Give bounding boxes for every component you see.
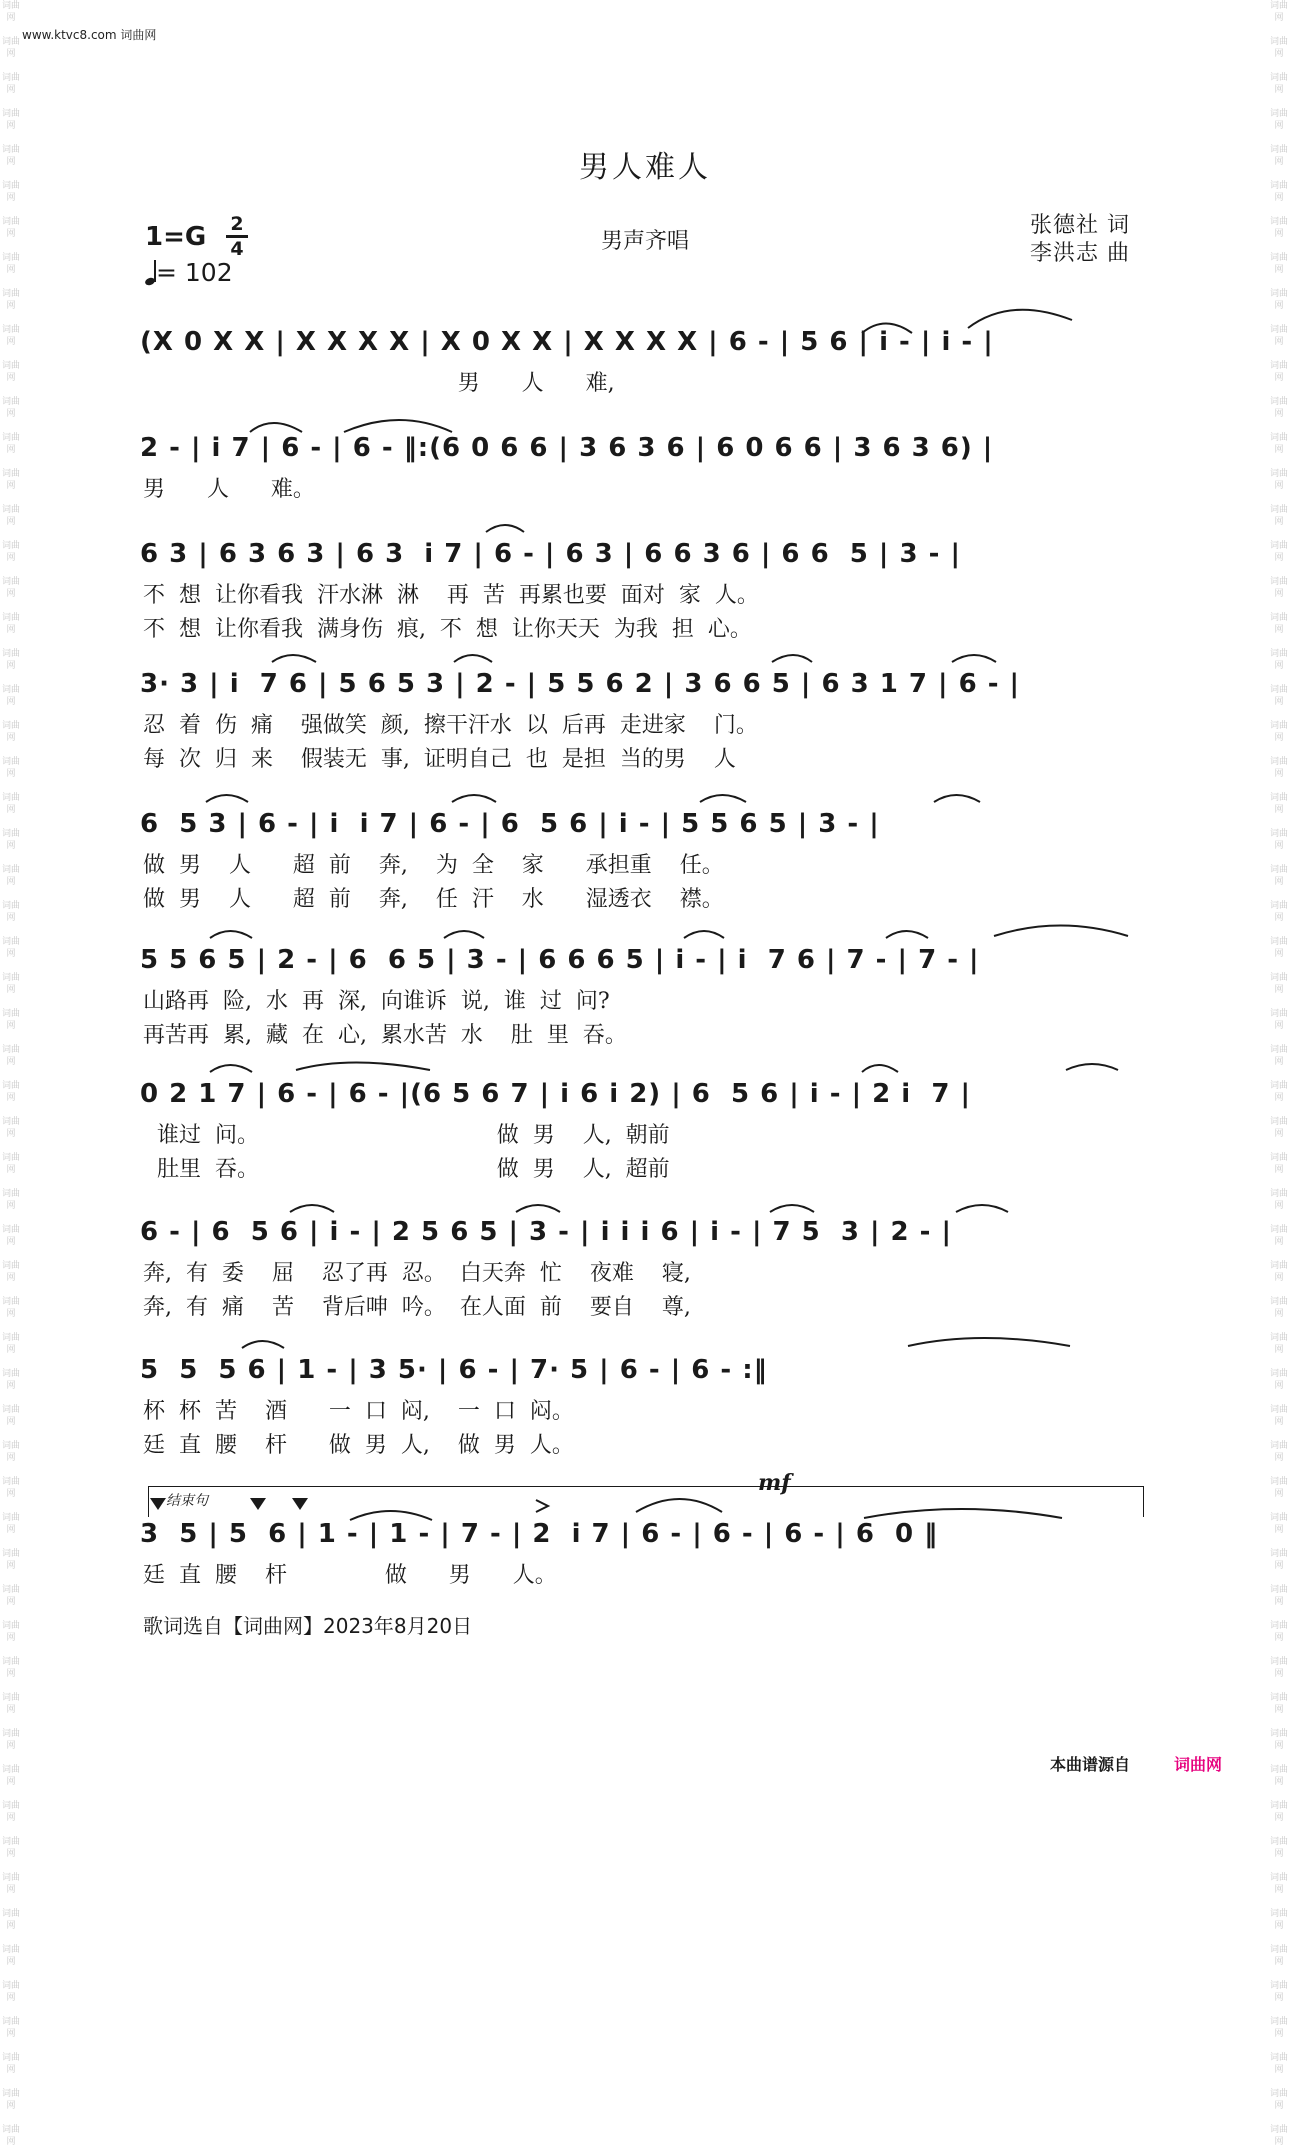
watermark-left-strip: 词曲网 词曲网 词曲网 词曲网 词曲网 词曲网 词曲网 词曲网 词曲网 词曲网 词曲网 词曲网 词曲网 词曲网 词曲网 词曲网 词曲网 词曲网 词曲网 词曲网 词曲网 词曲网 词曲网 词曲网 词曲网 词曲网 词曲网 词曲网 词曲网 词曲网 词曲网 词曲网 词曲网 词曲网 词曲网 词曲网 词曲网 词曲网 词曲网 词曲网 词曲网 词曲网 词曲网 词曲网 词曲网 词曲网 词曲网 词曲网 词曲网 词曲网 词曲网 词曲网 词曲网 词曲网 词曲网 词曲网 词曲网 词曲网 词曲网 词曲网 bbox=[2, 1, 21, 2147]
notation-row: 6 5 3 | 6 - | i i 7 | 6 - | 6 5 6 | i - | 5 5 6 5 | 3 - | bbox=[140, 809, 880, 839]
notation-row: 2 - | i 7 | 6 - | 6 - ‖:(6 0 6 6 | 3 6 3 6 | 6 0 6 6 | 3 6 3 6) | bbox=[140, 433, 994, 463]
composer-credit: 李洪志 曲 bbox=[1030, 241, 1130, 266]
lyric-row: 廷 直 腰 杆 做 男 人。 bbox=[143, 1563, 557, 1588]
notation-row: 6 - | 6 5 6 | i - | 2 5 6 5 | 3 - | i i i 6 | i - | 7 5 3 | 2 - | bbox=[140, 1217, 953, 1247]
brand-logo: 词曲网 bbox=[1174, 1755, 1223, 1774]
score-line-10 bbox=[140, 1510, 1150, 1558]
score-line-4 bbox=[140, 660, 1150, 708]
score-line-5 bbox=[140, 800, 1150, 848]
notation-row: 0 2 1 7 | 6 - | 6 - |(6 5 6 7 | i 6 i 2) | 6 5 6 | i - | 2 i 7 | bbox=[140, 1079, 971, 1109]
key-signature: 1=G bbox=[145, 222, 207, 252]
score-origin bbox=[1050, 1752, 1222, 1775]
score-line-3 bbox=[140, 530, 1150, 578]
notation-row: 6 3 | 6 3 6 3 | 6 3 i 7 | 6 - | 6 3 | 6 6 3 6 | 6 6 5 | 3 - | bbox=[140, 539, 961, 569]
tempo-marking bbox=[145, 258, 233, 287]
dynamic-marking: mf bbox=[758, 1470, 791, 1496]
lyric-row: 再苦再 累, 藏 在 心, 累水苦 水 肚 里 吞。 bbox=[143, 1023, 627, 1048]
tempo-value: = 102 bbox=[156, 258, 233, 287]
slur-mark bbox=[296, 1063, 430, 1071]
lyric-row: 奔, 有 痛 苦 背后呻 吟。 在人面 前 要自 尊, bbox=[143, 1295, 691, 1320]
lyric-row: 做 男 人 超 前 奔, 为 全 家 承担重 任。 bbox=[143, 853, 724, 878]
time-signature-top: 2 bbox=[230, 213, 244, 235]
lyric-row: 谁过 问。 做 男 人, 朝前 bbox=[143, 1123, 670, 1148]
ending-bracket bbox=[148, 1486, 1144, 1517]
score-line-2 bbox=[140, 424, 1150, 472]
time-signature-bottom: 4 bbox=[230, 238, 244, 260]
score-line-7 bbox=[140, 1070, 1150, 1118]
score-line-9 bbox=[140, 1346, 1150, 1394]
notation-row: 3 5 | 5 6 | 1 - | 1 - | 7 - | 2 i 7 | 6 - | 6 - | 6 - | 6 0 ‖ bbox=[140, 1519, 939, 1549]
lyric-row: 忍 着 伤 痛 强做笑 颜, 擦干汗水 以 后再 走进家 门。 bbox=[143, 713, 758, 738]
slur-mark bbox=[994, 926, 1128, 937]
watermark-right-strip: 词曲网 词曲网 词曲网 词曲网 词曲网 词曲网 词曲网 词曲网 词曲网 词曲网 词曲网 词曲网 词曲网 词曲网 词曲网 词曲网 词曲网 词曲网 词曲网 词曲网 词曲网 词曲网 词曲网 词曲网 词曲网 词曲网 词曲网 词曲网 词曲网 词曲网 词曲网 词曲网 词曲网 词曲网 词曲网 词曲网 词曲网 词曲网 词曲网 词曲网 词曲网 词曲网 词曲网 词曲网 词曲网 词曲网 词曲网 词曲网 词曲网 词曲网 词曲网 词曲网 词曲网 词曲网 词曲网 词曲网 词曲网 词曲网 词曲网 词曲网 bbox=[1270, 1, 1289, 2147]
lyricist-credit: 张德社 词 bbox=[1030, 213, 1130, 238]
quarter-note-icon bbox=[145, 259, 156, 285]
score-line-1 bbox=[140, 318, 1150, 366]
notation-row: 5 5 5 6 | 1 - | 3 5· | 6 - | 7· 5 | 6 - | 6 - :‖ bbox=[140, 1355, 768, 1385]
song-title: 男人难人 bbox=[579, 150, 711, 185]
lyric-row: 山路再 险, 水 再 深, 向谁诉 说, 谁 过 问? bbox=[143, 989, 610, 1014]
ending-label: 结束句 bbox=[166, 1493, 208, 1509]
score-line-8 bbox=[140, 1208, 1150, 1256]
performance-note: 男声齐唱 bbox=[600, 229, 689, 254]
notation-row: 3· 3 | i 7 6 | 5 6 5 3 | 2 - | 5 5 6 2 | 3 6 6 5 | 6 3 1 7 | 6 - | bbox=[140, 669, 1021, 699]
notation-row: 5 5 6 5 | 2 - | 6 6 5 | 3 - | 6 6 6 5 | i - | i 7 6 | 7 - | 7 - | bbox=[140, 945, 980, 975]
lyric-row: 男 人 难, bbox=[143, 371, 615, 396]
lyric-source: 歌词选自【词曲网】2023年8月20日 bbox=[143, 1614, 473, 1638]
lyric-row: 廷 直 腰 杆 做 男 人, 做 男 人。 bbox=[143, 1433, 574, 1458]
lyric-row: 男 人 难。 bbox=[143, 477, 315, 502]
score-origin-label: 本曲谱源自 bbox=[1050, 1755, 1131, 1774]
notation-row: (X 0 X X | X X X X | X 0 X X | X X X X | 6 - | 5 6 | i - | i - | bbox=[140, 327, 994, 357]
lyric-row: 肚里 吞。 做 男 人, 超前 bbox=[143, 1157, 670, 1182]
score-line-6 bbox=[140, 936, 1150, 984]
lyric-row: 每 次 归 来 假装无 事, 证明自己 也 是担 当的男 人 bbox=[143, 747, 736, 772]
lyric-row: 杯 杯 苦 酒 一 口 闷, 一 口 闷。 bbox=[143, 1399, 574, 1424]
lyric-row: 不 想 让你看我 满身伤 痕, 不 想 让你天天 为我 担 心。 bbox=[143, 617, 752, 642]
lyric-row: 不 想 让你看我 汗水淋 淋 再 苦 再累也要 面对 家 人。 bbox=[143, 583, 759, 608]
lyric-row: 奔, 有 委 屈 忍了再 忍。 白天奔 忙 夜难 寝, bbox=[143, 1261, 691, 1286]
watermark-url: www.ktvc8.com 词曲网 bbox=[22, 28, 157, 42]
lyric-row: 做 男 人 超 前 奔, 任 汗 水 湿透衣 襟。 bbox=[143, 887, 724, 912]
slur-mark bbox=[908, 1338, 1070, 1346]
